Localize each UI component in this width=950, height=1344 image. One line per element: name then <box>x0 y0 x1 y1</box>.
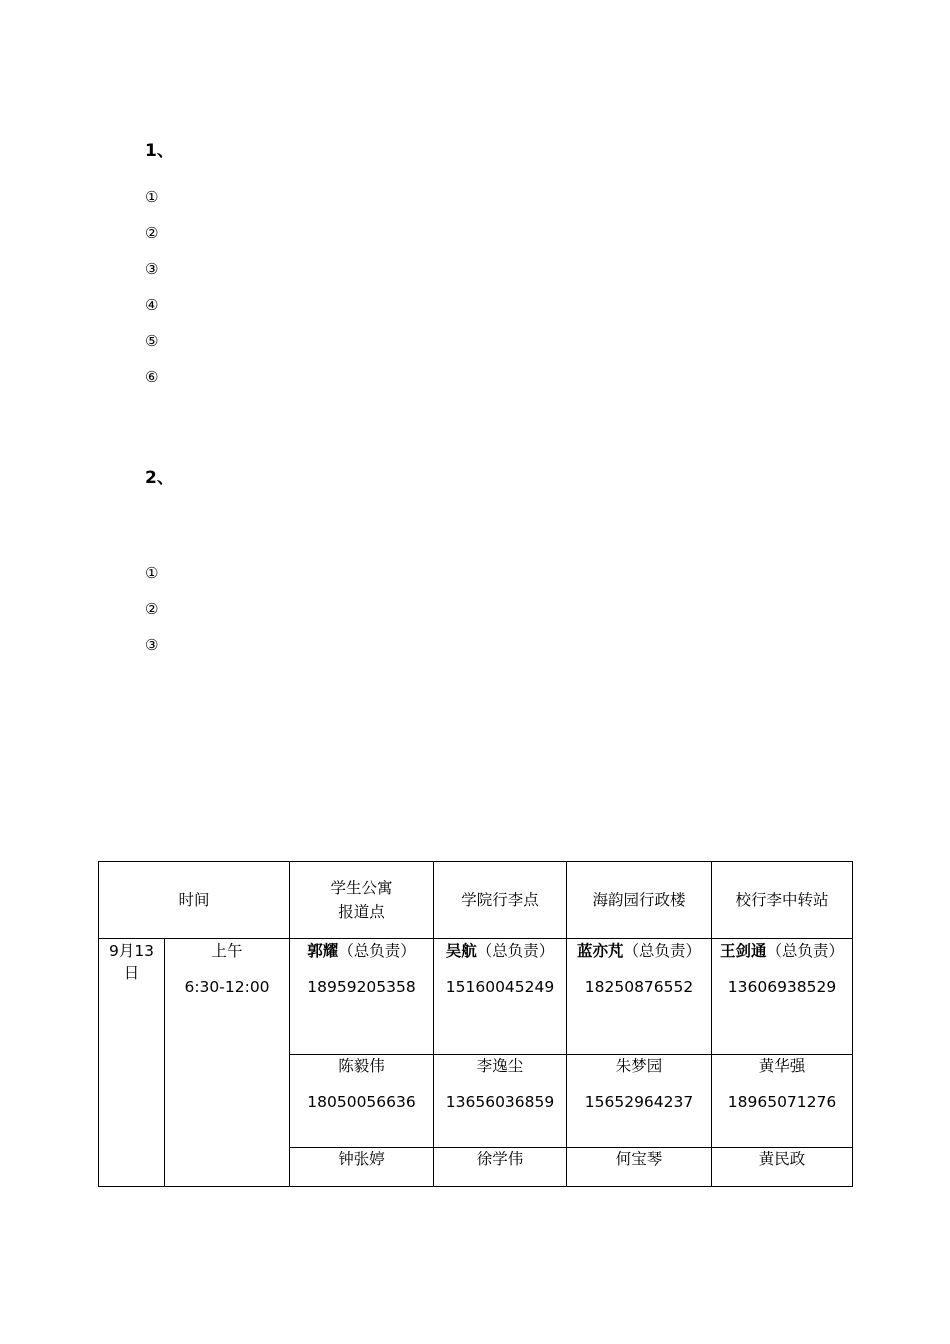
header-haiyun-admin-building: 海韵园行政楼 <box>567 862 712 939</box>
college-staff-name: 徐学伟 <box>476 1150 524 1168</box>
dorm-staff-phone: 18050056636 <box>307 1093 416 1111</box>
lead-suffix: （总负责） <box>338 942 416 960</box>
lead-suffix: （总负责） <box>476 942 555 960</box>
section-1-item-3-marker: ③ <box>145 260 159 278</box>
section-1-heading: 1、 <box>145 141 174 161</box>
table-row <box>99 939 853 1055</box>
header-luggage-transfer-station: 校行李中转站 <box>712 862 853 939</box>
section-2-item-1-marker: ① <box>145 564 159 582</box>
dorm-staff-cell <box>290 1055 434 1148</box>
college-staff-phone: 13656036859 <box>445 1093 555 1111</box>
haiyun-staff-cell <box>567 1148 712 1187</box>
section-1-item-1-marker: ① <box>145 188 159 206</box>
haiyun-staff-name: 朱梦园 <box>615 1057 663 1075</box>
transfer-staff-phone: 18965071276 <box>727 1093 837 1111</box>
transfer-lead-phone: 13606938529 <box>727 978 837 996</box>
section-2-item-3-marker: ③ <box>145 636 159 654</box>
dorm-lead-cell <box>290 939 434 1055</box>
haiyun-lead-name-line <box>573 940 705 962</box>
date-cell: 9月13日 <box>99 939 165 1187</box>
dorm-lead-name-line <box>296 940 427 962</box>
header-dorm-line-2: 报道点 <box>338 903 385 921</box>
lead-suffix: （总负责） <box>623 942 702 960</box>
college-lead-cell <box>434 939 567 1055</box>
header-dorm <box>290 862 434 939</box>
transfer-staff-cell <box>712 1148 853 1187</box>
section-1-item-4-marker: ④ <box>145 296 159 314</box>
header-time: 时间 <box>99 862 290 939</box>
dorm-staff-cell <box>290 1148 434 1187</box>
transfer-lead-name: 王剑通 <box>720 942 767 960</box>
haiyun-staff-name: 何宝琴 <box>615 1150 663 1168</box>
transfer-staff-name: 黄民政 <box>758 1150 806 1168</box>
header-dorm-line-1: 学生公寓 <box>330 879 393 897</box>
section-2-item-2-marker: ② <box>145 600 159 618</box>
dorm-staff-name: 陈毅伟 <box>338 1057 385 1075</box>
header-college-luggage-point: 学院行李点 <box>434 862 567 939</box>
transfer-lead-cell <box>712 939 853 1055</box>
haiyun-lead-cell <box>567 939 712 1055</box>
college-staff-name: 李逸尘 <box>476 1057 524 1075</box>
transfer-staff-name: 黄华强 <box>758 1057 806 1075</box>
section-2-heading: 2、 <box>145 468 174 488</box>
haiyun-lead-name: 蓝亦芃 <box>577 942 624 960</box>
section-1-item-6-marker: ⑥ <box>145 368 159 386</box>
section-1-item-2-marker: ② <box>145 224 159 242</box>
session-period: 上午 <box>211 942 243 960</box>
college-staff-cell <box>434 1148 567 1187</box>
transfer-lead-name-line <box>718 940 846 962</box>
session-time-range: 6:30-12:00 <box>184 978 270 996</box>
college-lead-phone: 15160045249 <box>445 978 555 996</box>
dorm-lead-phone: 18959205358 <box>307 978 416 996</box>
section-1-item-5-marker: ⑤ <box>145 332 159 350</box>
session-cell <box>165 939 290 1187</box>
transfer-staff-cell <box>712 1055 853 1148</box>
lead-suffix: （总负责） <box>766 942 845 960</box>
staff-roster-table <box>98 861 853 1187</box>
haiyun-lead-phone: 18250876552 <box>584 978 694 996</box>
college-lead-name-line <box>440 940 560 962</box>
dorm-staff-name: 钟张婷 <box>338 1150 385 1168</box>
dorm-lead-name: 郭耀 <box>307 942 339 960</box>
college-staff-cell <box>434 1055 567 1148</box>
college-lead-name: 吴航 <box>445 942 477 960</box>
haiyun-staff-cell <box>567 1055 712 1148</box>
table-header-row <box>99 862 853 939</box>
haiyun-staff-phone: 15652964237 <box>584 1093 694 1111</box>
